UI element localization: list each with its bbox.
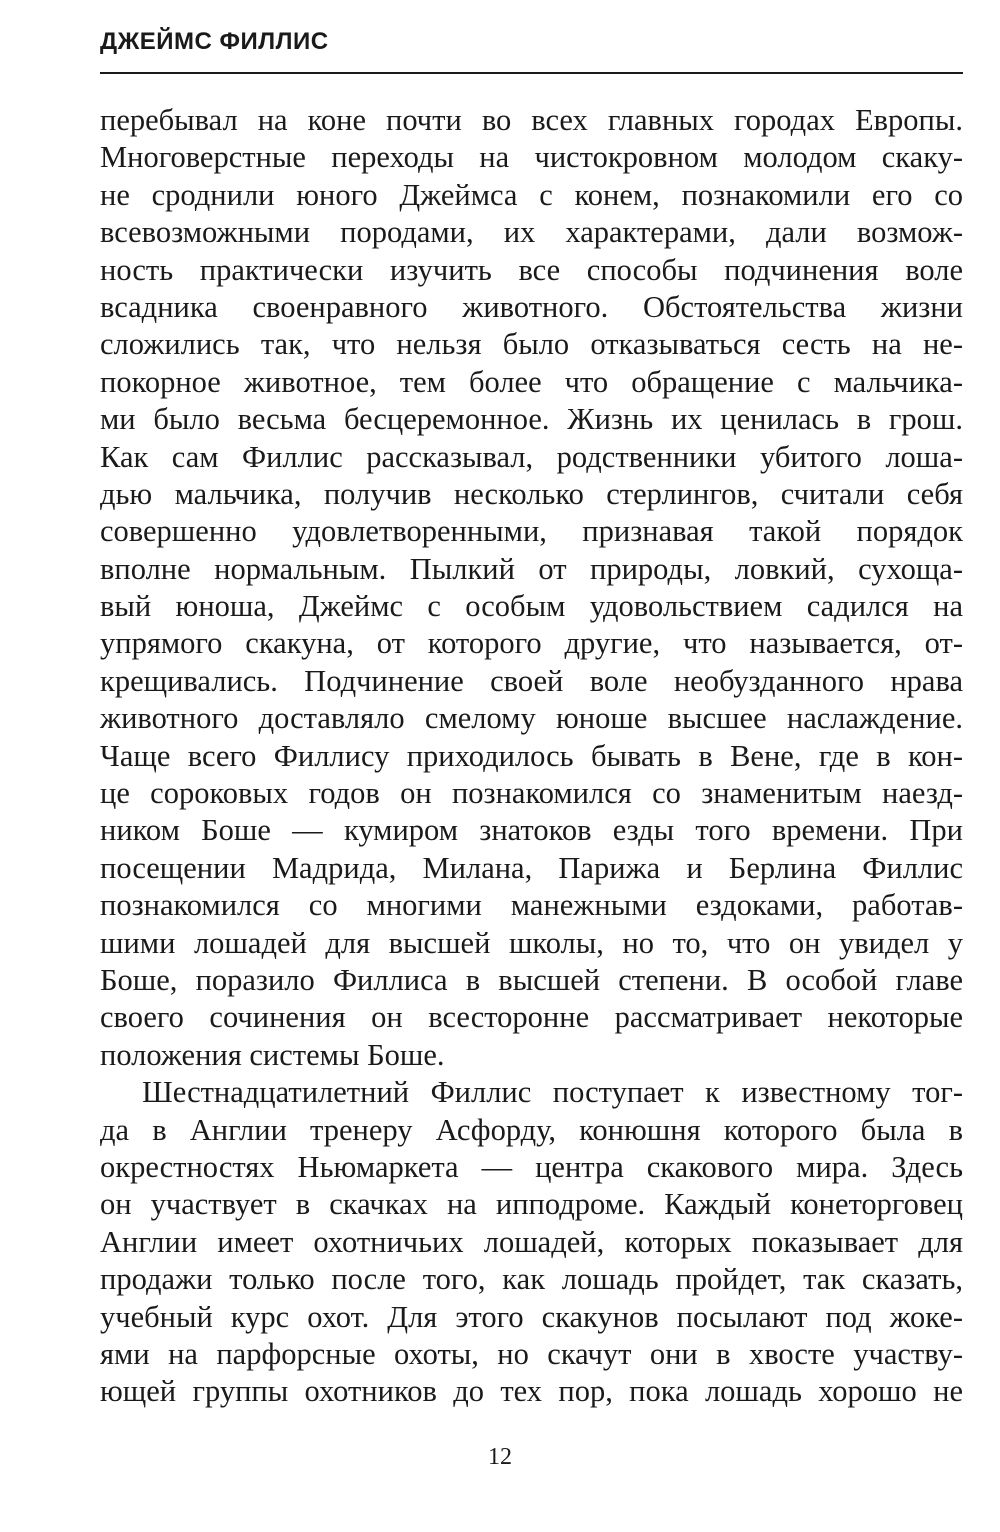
text-line: Англии имеет охотничьих лошадей, которых показывает для bbox=[100, 1224, 963, 1259]
text-line: совершенно удовлетворенными, признавая такой порядок bbox=[100, 514, 963, 549]
text-line: покорное животное, тем более что обращение с мальчика- bbox=[100, 364, 963, 399]
text-line: всевозможными породами, их характерами, дали возмож- bbox=[100, 215, 963, 250]
text-line: дью мальчика, получив несколько стерлингов, считали себя bbox=[100, 476, 963, 511]
text-line: крещивались. Подчинение своей воле необузданного нрава bbox=[100, 663, 963, 698]
text-line: своего сочинения он всесторонне рассматривает некоторые bbox=[100, 1000, 963, 1035]
text-line: познакомился со многими манежными ездоками, работав- bbox=[100, 888, 963, 923]
text-line: шими лошадей для высшей школы, но то, что он увидел у bbox=[100, 925, 963, 960]
text-line: сложились так, что нельзя было отказываться сесть на не- bbox=[100, 327, 963, 362]
paragraph bbox=[100, 1074, 963, 1411]
text-line: ником Боше — кумиром знатоков езды того времени. При bbox=[100, 813, 963, 848]
text-line: он участвует в скачках на ипподроме. Каждый конеторговец bbox=[100, 1187, 963, 1222]
page-number: 12 bbox=[488, 1444, 512, 1470]
text-line: упрямого скакуна, от которого другие, что называется, от- bbox=[100, 626, 963, 661]
text-line: да в Англии тренеру Асфорду, конюшня которого была в bbox=[100, 1112, 963, 1147]
text-line: Многоверстные переходы на чистокровном молодом скаку- bbox=[100, 140, 963, 175]
text-line: ющей группы охотников до тех пор, пока лошадь хорошо не bbox=[100, 1374, 963, 1409]
text-line: вый юноша, Джеймс с особым удовольствием садился на bbox=[100, 589, 963, 624]
text-line: Чаще всего Филлису приходилось бывать в Вене, где в кон- bbox=[100, 738, 963, 773]
body-text bbox=[100, 102, 963, 1411]
text-line: учебный курс охот. Для этого скакунов посылают под жоке- bbox=[100, 1299, 963, 1334]
text-line: не сроднили юного Джеймса с конем, познакомили его со bbox=[100, 177, 963, 212]
text-line: продажи только после того, как лошадь пройдет, так сказать, bbox=[100, 1262, 963, 1297]
text-line: вполне нормальным. Пылкий от природы, ловкий, сухоща- bbox=[100, 551, 963, 586]
text-line: ми было весьма бесцеремонное. Жизнь их ценилась в грош. bbox=[100, 402, 963, 437]
text-line: Шестнадцатилетний Филлис поступает к известному тог- bbox=[142, 1075, 963, 1110]
text-line: ями на парфорсные охоты, но скачут они в хвосте участву- bbox=[100, 1336, 963, 1371]
text-line: всадника своенравного животного. Обстоятельства жизни bbox=[100, 289, 963, 324]
text-line: це сороковых годов он познакомился со знаменитым наезд- bbox=[100, 776, 963, 811]
text-line: ность практически изучить все способы подчинения воле bbox=[100, 252, 963, 287]
text-line: положения системы Боше. bbox=[100, 1037, 445, 1072]
paragraph bbox=[100, 102, 963, 1074]
text-line: окрестностях Ньюмаркета — центра скакового мира. Здесь bbox=[100, 1149, 963, 1184]
running-head-title: ДЖЕЙМС ФИЛЛИС bbox=[100, 28, 329, 55]
text-line: животного доставляло смелому юноше высшее наслаждение. bbox=[100, 701, 963, 736]
text-line: Как сам Филлис рассказывал, родственники убитого лоша- bbox=[100, 439, 963, 474]
text-line: посещении Мадрида, Милана, Парижа и Берлина Филлис bbox=[100, 850, 963, 885]
text-line: Боше, поразило Филлиса в высшей степени. В особой главе bbox=[100, 962, 963, 997]
text-line: перебывал на коне почти во всех главных городах Европы. bbox=[100, 103, 963, 137]
header-rule bbox=[100, 72, 963, 74]
